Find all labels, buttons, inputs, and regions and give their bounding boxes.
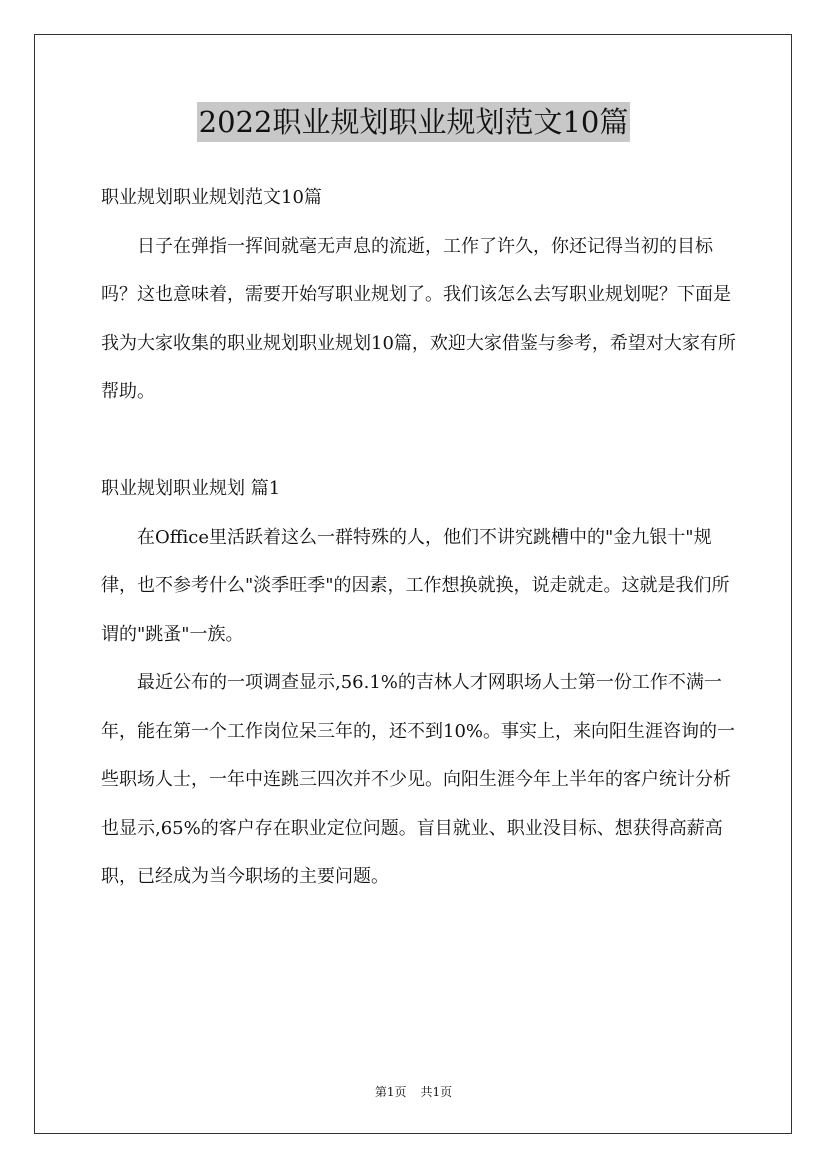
title-container [0, 102, 827, 142]
body-paragraph-1: 在Office里活跃着这么一群特殊的人，他们不讲究跳槽中的"金九银十"规律，也不参考什么"淡季旺季"的因素，工作想换就换，说走就走。这就是我们所谓的"跳蚤"一族。 [101, 526, 730, 645]
section-heading: 职业规划职业规划 篇1 [101, 478, 281, 499]
document-body [101, 174, 741, 902]
page-number: 第1页 [374, 1085, 407, 1099]
body-paragraph-2: 最近公布的一项调查显示,56.1%的吉林人才网职场人士第一份工作不满一年，能在第一个工作岗位呆三年的，还不到10%。事实上，来向阳生涯咨询的一些职场人士，一年中连跳三四次并不少见。向阳生涯今年上半年的客户统计分析也显示,65%的客户存在职业定位问题。盲目就业、职业没目标、想获得高薪高职，已经成为当今职场的主要问题。 [101, 672, 736, 887]
section-gap [101, 417, 741, 466]
page-footer [0, 1083, 827, 1100]
document-subtitle: 职业规划职业规划范文10篇 [101, 187, 322, 208]
page-total: 共1页 [420, 1085, 453, 1099]
intro-paragraph: 日子在弹指一挥间就毫无声息的流逝，工作了许久，你还记得当初的目标吗？这也意味着，需要开始写职业规划了。我们该怎么去写职业规划呢？下面是我为大家收集的职业规划职业规划10篇，欢迎大家借鉴与参考，希望对大家有所帮助。 [101, 235, 736, 402]
document-title: 2022职业规划职业规划范文10篇 [197, 102, 631, 142]
